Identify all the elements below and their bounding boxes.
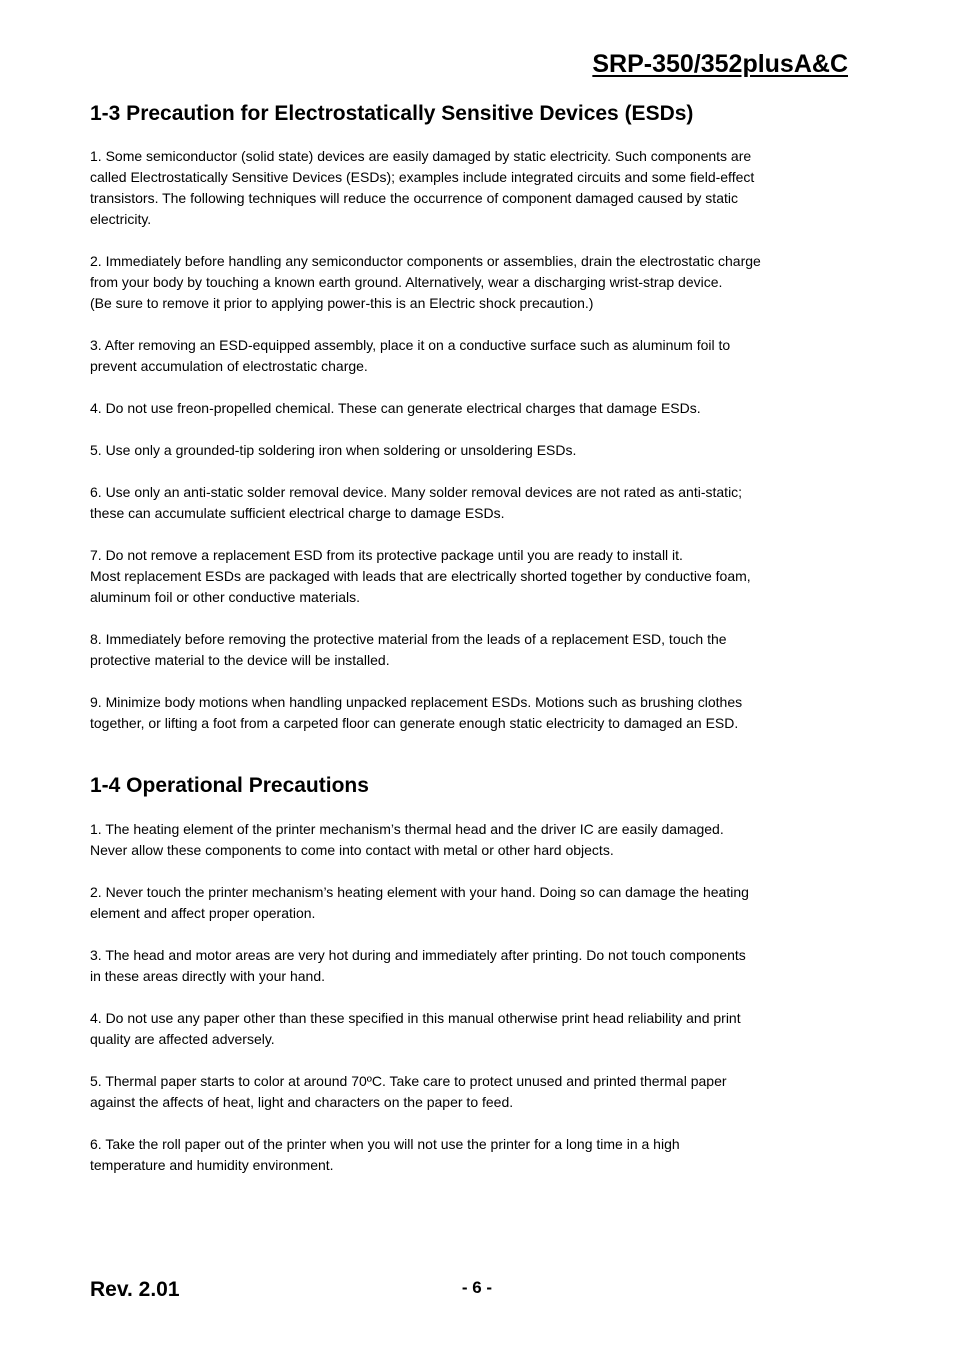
item-line: called Electrostatically Sensitive Devices (ESDs); examples include integrated circuits and some field-effect [90, 169, 755, 185]
item-line: 2. Never touch the printer mechanism’s heating element with your hand. Doing so can damage the heating [90, 884, 749, 900]
list-item [90, 882, 810, 924]
item-line: transistors. The following techniques will reduce the occurrence of component damaged caused by static [90, 190, 738, 206]
esd-precautions-section [90, 102, 810, 755]
list-item [90, 1071, 810, 1113]
item-line: 4. Do not use any paper other than these specified in this manual otherwise print head reliability and print [90, 1010, 741, 1026]
item-line: 8. Immediately before removing the protective material from the leads of a replacement ESD, touch the [90, 631, 727, 647]
list-item [90, 1008, 810, 1050]
item-line: 6. Use only an anti-static solder removal device. Many solder removal devices are not rated as anti-static; [90, 484, 743, 500]
item-line: 5. Use only a grounded-tip soldering iron when soldering or unsoldering ESDs. [90, 442, 577, 458]
item-line: these can accumulate sufficient electrical charge to damage ESDs. [90, 505, 505, 521]
operational-precautions-section [90, 774, 810, 1197]
item-line: protective material to the device will be installed. [90, 652, 390, 668]
item-line: 9. Minimize body motions when handling unpacked replacement ESDs. Motions such as brushing clothes [90, 694, 743, 710]
esd-item-list [90, 146, 810, 734]
item-line: electricity. [90, 211, 152, 227]
document-title: SRP-350/352plusA&C [592, 50, 848, 78]
item-line: 3. After removing an ESD-equipped assembly, place it on a conductive surface such as aluminum foil to [90, 337, 731, 353]
page-number: - 6 - [461, 1278, 493, 1297]
operational-section-heading: 1-4 Operational Precautions [90, 774, 369, 797]
list-item [90, 819, 810, 861]
list-item [90, 1134, 810, 1176]
list-item [90, 629, 810, 671]
item-line: 1. The heating element of the printer mechanism’s thermal head and the driver IC are easily damaged. [90, 821, 724, 837]
list-item [90, 945, 810, 987]
item-line: Never allow these components to come into contact with metal or other hard objects. [90, 842, 614, 858]
item-line: 3. The head and motor areas are very hot during and immediately after printing. Do not touch components [90, 947, 746, 963]
list-item [90, 251, 810, 314]
list-item [90, 146, 810, 230]
item-line: 1. Some semiconductor (solid state) devices are easily damaged by static electricity. Such components are [90, 148, 752, 164]
list-item [90, 545, 810, 608]
list-item [90, 482, 810, 524]
item-line: 2. Immediately before handling any semiconductor components or assemblies, drain the electrostatic charge [90, 253, 761, 269]
item-line: Most replacement ESDs are packaged with leads that are electrically shorted together by conductive foam, [90, 568, 751, 584]
item-line: temperature and humidity environment. [90, 1157, 334, 1173]
item-line: 4. Do not use freon-propelled chemical. These can generate electrical charges that damage ESDs. [90, 400, 701, 416]
operational-item-list [90, 819, 810, 1176]
item-line: aluminum foil or other conductive materials. [90, 589, 361, 605]
item-line: from your body by touching a known earth ground. Alternatively, wear a discharging wrist-strap device. [90, 274, 723, 290]
item-line: quality are affected adversely. [90, 1031, 275, 1047]
item-line: in these areas directly with your hand. [90, 968, 326, 984]
item-line: together, or lifting a foot from a carpeted floor can generate enough static electricity to damaged an ESD. [90, 715, 739, 731]
list-item [90, 440, 810, 461]
item-line: 5. Thermal paper starts to color at around 70ºC. Take care to protect unused and printed thermal paper [90, 1073, 727, 1089]
list-item [90, 335, 810, 377]
item-line: element and affect proper operation. [90, 905, 316, 921]
item-line: against the affects of heat, light and characters on the paper to feed. [90, 1094, 514, 1110]
list-item [90, 692, 810, 734]
item-line: 7. Do not remove a replacement ESD from its protective package until you are ready to install it. [90, 547, 683, 563]
item-line: (Be sure to remove it prior to applying power-this is an Electric shock precaution.) [90, 295, 594, 311]
esd-section-heading: 1-3 Precaution for Electrostatically Sensitive Devices (ESDs) [90, 102, 694, 125]
item-line: prevent accumulation of electrostatic charge. [90, 358, 368, 374]
list-item [90, 398, 810, 419]
item-line: 6. Take the roll paper out of the printer when you will not use the printer for a long time in a high [90, 1136, 680, 1152]
revision-label: Rev. 2.01 [90, 1278, 180, 1301]
